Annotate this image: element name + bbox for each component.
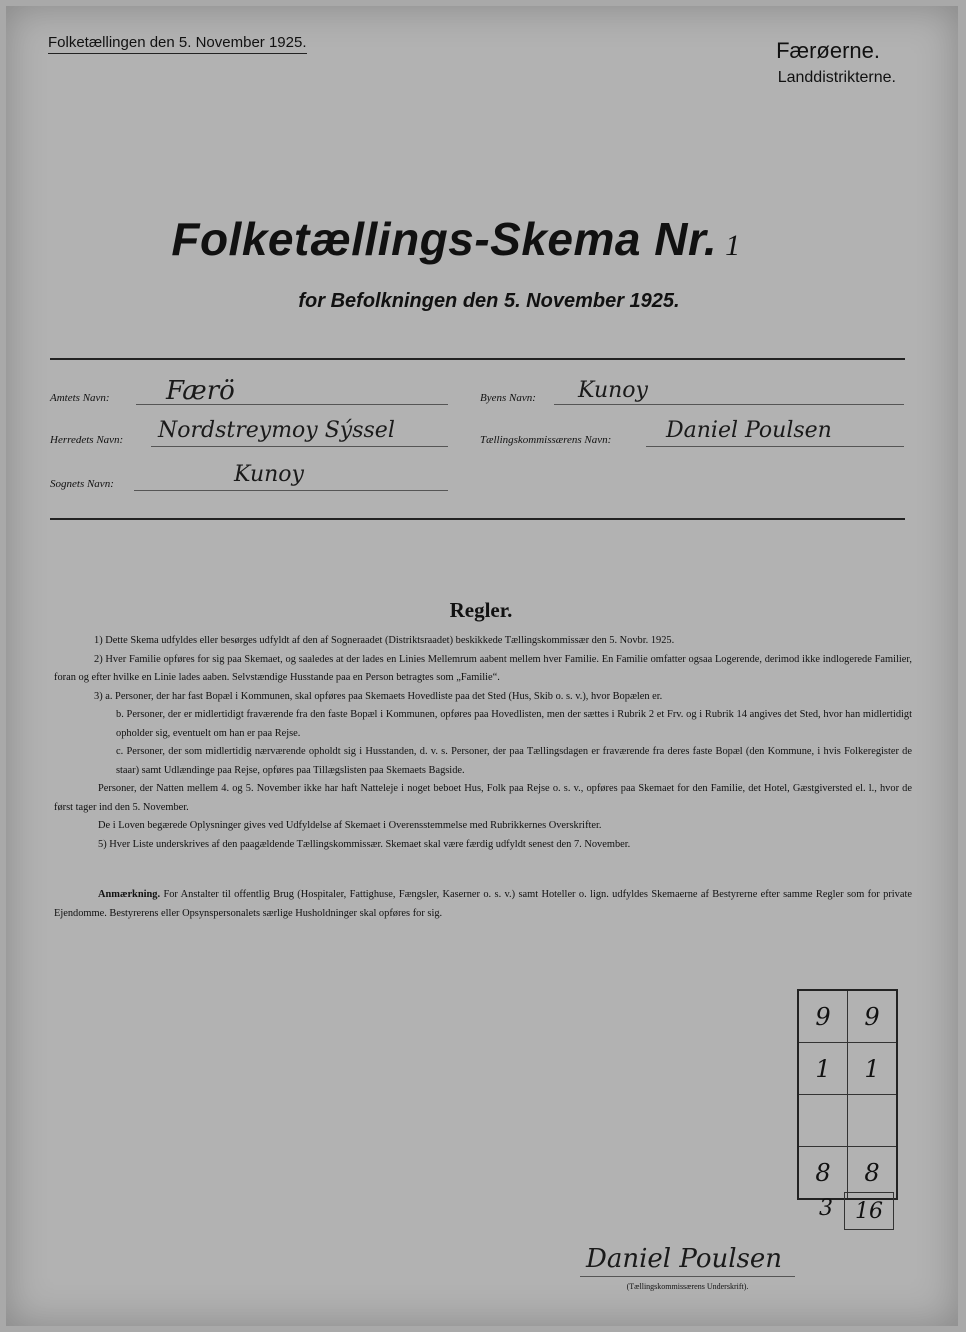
tally-cell[interactable]: 9 xyxy=(864,1002,880,1031)
amt-label: Amtets Navn: xyxy=(50,392,110,404)
form-title xyxy=(6,212,906,266)
tally-cell[interactable]: 8 xyxy=(864,1158,880,1187)
sogn-label: Sognets Navn: xyxy=(50,478,114,490)
tally-row xyxy=(799,991,896,1043)
rule-2: 2) Hver Familie opføres for sig paa Skemaet, og saaledes at der lades en Linies Mellemrum aabent mellem hver Familie. En Familie omfatter ogsaa Logerende, derimod ikke indlogerede Familier, foran og efter hvilke en Linie lades aaben. Selvstændige Husstande paa en Person betragtes som „Familie“. xyxy=(54,653,912,683)
tally-row xyxy=(799,1147,896,1198)
rule-3b: b. Personer, der er midlertidigt fraværende fra den faste Bopæl i Kommunen, opføres paa Hovedlisten, men der sættes i Rubrik 2 et Frv. og i Rubrik 14 angives det Sted, hvor han midlertidigt opholder sig, eventuelt om han er paa Rejse. xyxy=(116,709,912,739)
rule-1: 1) Dette Skema udfyldes eller besørges udfyldt af den af Sogneraadet (Distriktsraadet) beskikkede Tællingskommissær den 5. Novbr. 1925. xyxy=(94,635,675,646)
rule-5: 5) Hver Liste underskrives af den paagældende Tællingskommissær. Skemaet skal være færdig udfyldt senest den 7. November. xyxy=(98,838,631,850)
amt-value[interactable]: Færö xyxy=(166,376,235,406)
tally-row xyxy=(799,1095,896,1147)
signature[interactable]: Daniel Poulsen xyxy=(586,1244,783,1274)
tally-cell[interactable]: 1 xyxy=(864,1054,880,1083)
herred-value[interactable]: Nordstreymoy Sýssel xyxy=(158,418,395,443)
tally-extra-left: 3 xyxy=(819,1196,833,1221)
signature-line xyxy=(580,1276,795,1277)
region-label: Færøerne. xyxy=(776,38,880,63)
sogn-value[interactable]: Kunoy xyxy=(234,462,304,487)
rule-3a: 3) a. Personer, der har fast Bopæl i Kommunen, skal opføres paa Skemaets Hovedliste paa det Sted (Hus, Skib o. s. v.), hvor Bopælen er. xyxy=(94,690,663,702)
kommissaer-line xyxy=(646,446,904,447)
census-label: Folketællingen den 5. November 1925. xyxy=(48,34,307,54)
rules-heading: Regler. xyxy=(449,598,513,622)
form-title-text: Folketællings-Skema Nr. xyxy=(171,213,718,265)
form-number: 1 xyxy=(725,229,741,262)
rule-3d: Personer, der Natten mellem 4. og 5. November ikke har haft Natteleje i noget beboet Hus, Folk paa Rejse o. s. v., opføres paa Skemaet for den Familie, det Hotel, Gæstgiversted el. l., hvor de først tager ind den 5. November. xyxy=(54,783,912,813)
tally-row xyxy=(799,1043,896,1095)
sogn-line xyxy=(134,490,448,491)
annotation-text: For Anstalter til offentlig Brug (Hospitaler, Fattighuse, Fængsler, Kaserner o. s. v.) samt Hoteller o. lign. udfyldes Skemaerne af Bestyrerne efter samme Regler som for private Ejendomme. Bestyrerens eller Opsynspersonalets særlige Husholdninger skal opføres for sig. xyxy=(54,889,912,919)
form-subtitle: for Befolkningen den 5. November 1925. xyxy=(298,290,680,312)
tally-cell[interactable]: 9 xyxy=(799,991,848,1042)
tally-grid xyxy=(797,989,898,1200)
tally-extra-box[interactable]: 16 xyxy=(844,1192,894,1230)
signature-caption: (Tællingskommissærens Underskrift). xyxy=(626,1282,749,1291)
rule-3c: c. Personer, der som midlertidig nærværende opholdt sig i Husstanden, d. v. s. Personer, der paa Tællingsdagen er fraværende fra deres faste Bopæl (den Kommune, i hvis Folkeregister de staar) samt Udlændinge paa Rejse, opføres paa Tillægslisten paa Skemaets Bagside. xyxy=(116,746,912,776)
rule-4: De i Loven begærede Oplysninger gives ved Udfyldelse af Skemaet i Overensstemmelse med Rubrikkernes Overskrifter. xyxy=(98,820,602,831)
tally-cell[interactable]: 8 xyxy=(799,1147,848,1198)
herred-label: Herredets Navn: xyxy=(50,434,124,446)
kommissaer-label: Tællingskommissærens Navn: xyxy=(480,434,612,446)
by-line xyxy=(554,404,904,405)
census-form-page xyxy=(6,6,958,1326)
tally-cell[interactable] xyxy=(848,1095,896,1146)
herred-line xyxy=(151,446,448,447)
top-divider xyxy=(50,358,905,360)
bottom-divider xyxy=(50,518,905,520)
kommissaer-value[interactable]: Daniel Poulsen xyxy=(666,418,832,443)
by-label: Byens Navn: xyxy=(480,392,536,404)
annotation-label: Anmærkning. xyxy=(98,889,161,900)
by-value[interactable]: Kunoy xyxy=(578,378,648,403)
annotation xyxy=(54,886,912,923)
tally-cell[interactable]: 1 xyxy=(799,1043,848,1094)
rules-list xyxy=(54,632,912,854)
district-label: Landdistrikterne. xyxy=(777,69,896,86)
tally-cell[interactable] xyxy=(799,1095,848,1146)
